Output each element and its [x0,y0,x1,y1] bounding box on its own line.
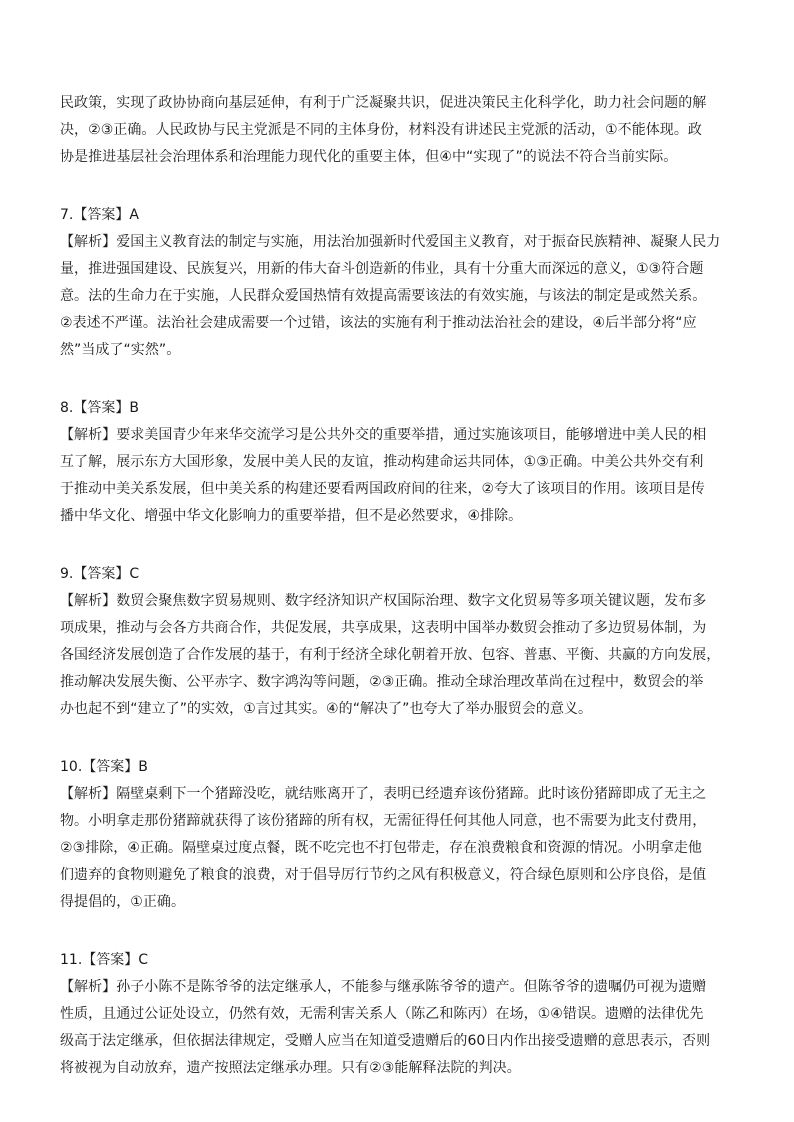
explanation-line: 将被视为自动放弃，遗产按照法定继承办理。只有②③能解释法院的判决。 [60,1060,521,1076]
explanation-line: 性质，且通过公证处设立，仍然有效，无需利害关系人（陈乙和陈丙）在场，①④错误。遗赠的法律优先 [60,1006,704,1022]
intro-paragraph [60,90,736,171]
explanation-line: 量，推进强国建设、民族复兴，用新的伟大奋斗创造新的伟业，具有十分重大而深远的意义，①③符合题 [60,261,704,277]
answer-heading: 8.【答案】B [60,400,139,416]
explanation-line: 【解析】孙子小陈不是陈爷爷的法定继承人，不能参与继承陈爷爷的遗产。但陈爷爷的遗嘱仍可视为遗赠 [60,979,707,995]
answer-heading: 9.【答案】C [60,566,140,582]
explanation-line: 【解析】要求美国青少年来华交流学习是公共外交的重要举措，通过实施该项目，能够增进中美人民的相 [60,427,707,443]
explanation-line: ②③排除，④正确。隔壁桌过度点餐，既不吃完也不打包带走，存在浪费粮食和资源的情况。小明拿走他 [60,840,702,856]
explanation-line: 们遗弃的食物则避免了粮食的浪费，对于倡导厉行节约之风有积极意义，符合绿色原则和公序良俗，是值 [60,867,707,883]
page-content [60,90,736,1113]
answer-heading: 11.【答案】C [60,952,149,968]
answer-heading: 10.【答案】B [60,759,148,775]
explanation-line: ②表述不严谨。法治社会建成需要一个过错，该法的实施有利于推动法治社会的建设，④后半部分将“应 [60,315,697,331]
answer-block-9 [60,561,736,723]
answer-block-8 [60,395,736,530]
explanation-line: 播中华文化、增强中华文化影响力的重要举措，但不是必然要求，④排除。 [60,508,523,524]
answer-block-11 [60,947,736,1082]
answer-block-7 [60,202,736,364]
explanation-line: 【解析】数贸会聚焦数字贸易规则、数字经济知识产权国际治理、数字文化贸易等多项关键议题，发布多 [60,593,707,609]
explanation-line: 互了解，展示东方大国形象，发展中美人民的友谊，推动构建命运共同体，①③正确。中美公共外交有利 [60,454,704,470]
intro-line: 协是推进基层社会治理体系和治理能力现代化的重要主体，但④中“实现了”的说法不符合当前实际。 [60,149,678,165]
explanation-line: 然”当成了“实然”。 [60,342,181,358]
explanation-line: 得提倡的，①正确。 [60,894,186,910]
explanation-line: 意。法的生命力在于实施，人民群众爱国热情有效提高需要该法的有效实施，与该法的制定是或然关系。 [60,288,707,304]
answer-heading: 7.【答案】A [60,207,139,223]
explanation-line: 办也起不到“建立了”的实效，①言过其实。④的“解决了”也夸大了举办服贸会的意义。 [60,701,593,717]
explanation-line: 于推动中美关系发展，但中美关系的构建还要看两国政府间的往来，②夸大了该项目的作用。该项目是传 [60,481,705,497]
explanation-line: 推动解决发展失衡、公平赤字、数字鸿沟等问题，②③正确。推动全球治理改革尚在过程中，数贸会的举 [60,674,704,690]
explanation-line: 级高于法定继承，但依据法律规定，受赠人应当在知道受遗赠后的60日内作出接受遗赠的意思表示，否则 [60,1033,711,1049]
answer-block-10 [60,754,736,916]
intro-line: 决，②③正确。人民政协与民主党派是不同的主体身份，材料没有讲述民主党派的活动，①不能体现。政 [60,122,702,138]
intro-line: 民政策，实现了政协协商向基层延伸，有利于广泛凝聚共识，促进决策民主化科学化，助力社会问题的解 [60,95,707,111]
explanation-line: 物。小明拿走那份猪蹄就获得了该份猪蹄的所有权，无需征得任何其他人同意，也不需要为此支付费用， [60,813,707,829]
explanation-line: 【解析】隔壁桌剩下一个猪蹄没吃，就结账离开了，表明已经遗弃该份猪蹄。此时该份猪蹄即成了无主之 [60,786,707,802]
explanation-line: 【解析】爱国主义教育法的制定与实施，用法治加强新时代爱国主义教育，对于振奋民族精神、凝聚人民力 [60,234,721,250]
explanation-line: 各国经济发展创造了合作发展的基于，有利于经济全球化朝着开放、包容、普惠、平衡、共赢的方向发展， [60,647,721,663]
explanation-line: 项成果，推动与会各方共商合作，共促发展，共享成果，这表明中国举办数贸会推动了多边贸易体制，为 [60,620,707,636]
